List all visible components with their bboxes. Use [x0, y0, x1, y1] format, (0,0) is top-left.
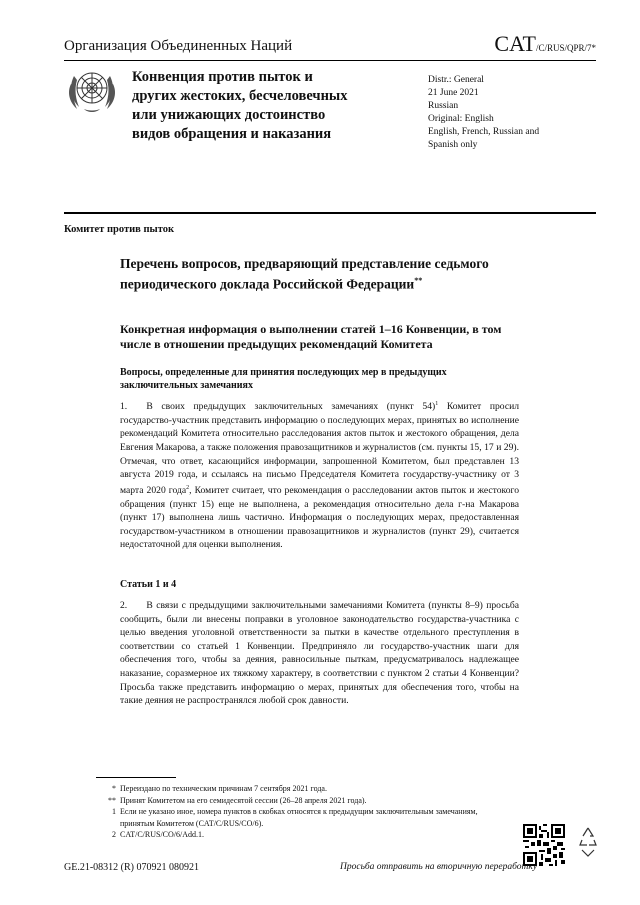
- distr-original: Original: English: [428, 114, 494, 124]
- paragraph-text: , Комитет считает, что рекомендация о расследовании актов пыток и жестокого обращения (пункт 15) еще не выполнена, а рекомендация относительно дела г-на Макарова (пункт 17) выполнена лишь частично. Информация о последующих мерах, предоставленная государством-участником в отношении правозащитников и журналистов (пункт 29), считается недостаточной для оценки выполнения.: [120, 484, 520, 551]
- footnote: [100, 806, 510, 829]
- footnote-marker: 1: [112, 807, 116, 816]
- recycle-note: Просьба отправить на вторичную переработку: [340, 862, 538, 872]
- paragraph-text: Комитет просил государство-участник представить информацию о последующих мерах, принятых во исполнение рекомендаций Комитета относительно расследования актов пыток и жестокого обращения, дела Евгения Макарова, а также положения правозащитников и журналистов (см. пункты 15, 17 и 29). Отмечая, что ответ, касающийся информации, запрошенной Комитетом, был представлен 13 августа 2019 года, и ссылаясь на письмо Председателя Комитета государству-участнику от 3 марта 2020 года: [120, 401, 519, 496]
- footnotes: [100, 783, 510, 841]
- footnote-marker: **: [108, 795, 116, 805]
- document-title-footnote-marker: **: [414, 276, 423, 285]
- document-title: [120, 255, 520, 293]
- section-heading: Вопросы, определенные для принятия последующих мер в предыдущих заключительных замечаниях: [120, 367, 447, 391]
- footnote-marker: *: [112, 784, 116, 793]
- footnote: [100, 795, 510, 807]
- paragraph-2: [120, 599, 519, 708]
- distr-languages-cont: Spanish only: [428, 140, 478, 150]
- un-emblem-icon: [66, 64, 118, 116]
- footnote-text: Принят Комитетом на его семидесятой сессии (26–28 апреля 2021 года).: [120, 795, 367, 805]
- convention-title-line: Конвенция против пыток и: [132, 69, 313, 85]
- recycle-icon: [578, 824, 598, 862]
- section-heading: Статьи 1 и 4: [120, 579, 177, 590]
- footnote-text: Переиздано по техническим причинам 7 сентября 2021 года.: [120, 784, 327, 793]
- paragraph-number: 2.: [120, 600, 128, 611]
- convention-title: [132, 68, 402, 144]
- footnote: [100, 829, 510, 841]
- distribution-info: [428, 74, 578, 152]
- convention-title-line: видов обращения и наказания: [132, 126, 332, 142]
- footnote-ref: 2: [186, 484, 190, 491]
- symbol-main: CAT: [494, 31, 536, 56]
- document-code: GE.21-08312 (R) 070921 080921: [64, 862, 199, 873]
- document-symbol: [494, 31, 596, 57]
- sub-title: Конкретная информация о выполнении статей 1–16 Конвенции, в том числе в отношении предыдущих рекомендаций Комитета: [120, 322, 502, 351]
- document-title-text: Перечень вопросов, предваряющий представление седьмого периодического доклада Российской Федерации: [120, 256, 489, 292]
- paragraph-number: 1.: [120, 401, 128, 413]
- distr-date: 21 June 2021: [428, 88, 479, 98]
- qr-code-icon[interactable]: [523, 824, 565, 866]
- paragraph-text: В своих предыдущих заключительных замечаниях (пункт 54): [146, 401, 436, 413]
- paragraph-1: [120, 398, 519, 552]
- distr-languages: English, French, Russian and: [428, 127, 540, 137]
- footnote-text: Если не указано иное, номера пунктов в скобках относятся к предыдущим заключительным замечаниям, принятым Комитетом (CAT/C/RUS/CO/6).: [120, 807, 478, 828]
- convention-title-line: других жестоких, бесчеловечных: [132, 88, 348, 104]
- footnote-marker: 2: [112, 830, 116, 839]
- title-rule: [64, 212, 596, 214]
- footnote-rule: [96, 777, 176, 778]
- distr-language: Russian: [428, 101, 459, 111]
- organization-name: Организация Объединенных Наций: [64, 38, 293, 54]
- convention-title-line: или унижающих достоинство: [132, 107, 326, 123]
- paragraph-text: В связи с предыдущими заключительными замечаниями Комитета (пункты 8–9) просьба сообщить, были ли внесены поправки в уголовное законодательство государства-участника с целью введения уголовной ответственности за пытки в качестве отдельного преступления в соответствии со статьей 1 Конвенции. Предприняло ли государство-участник шаги для обеспечения того, чтобы за деяния, равносильные пыткам, предусматривалось надлежащее наказание, соразмерное их тяжкому характеру, в соответствии с пунктом 2 статьи 4 Конвенции? Просьба также представить информацию о мерах, принятых для обеспечения того, чтобы на такие деяния не распространялся любой срок давности.: [120, 600, 519, 707]
- symbol-rest: /C/RUS/QPR/7*: [535, 43, 596, 53]
- footnote-text: CAT/C/RUS/CO/6/Add.1.: [120, 830, 205, 839]
- distr-line: Distr.: General: [428, 75, 484, 85]
- footnote: [100, 783, 510, 795]
- footnote-ref: 1: [435, 401, 439, 407]
- committee-name: Комитет против пыток: [64, 224, 175, 235]
- header-rule: [64, 60, 596, 61]
